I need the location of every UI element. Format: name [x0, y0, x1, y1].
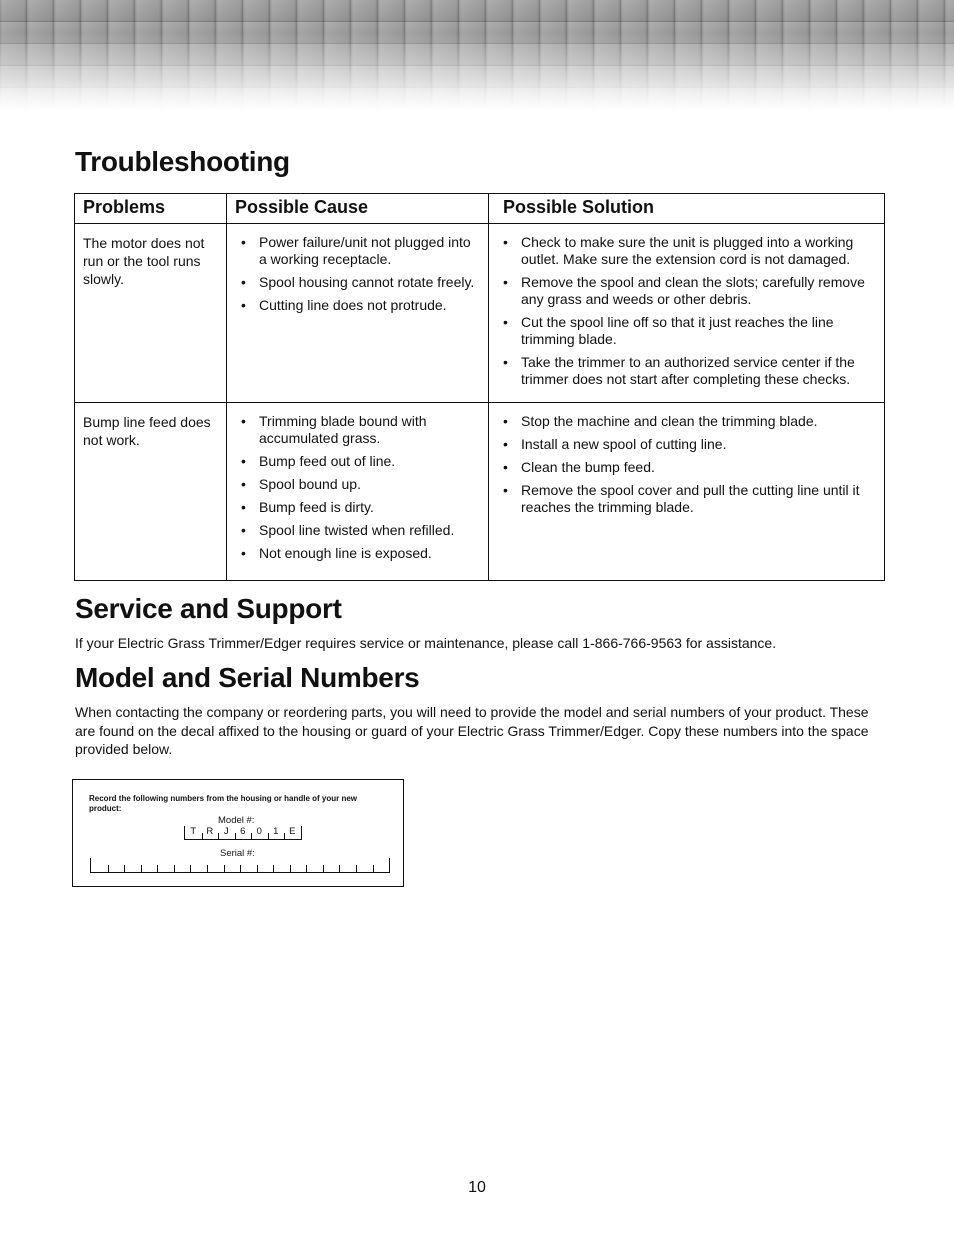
model-number-label: Model #: — [218, 815, 255, 826]
serial-slot — [290, 858, 307, 872]
model-char: 6 — [235, 826, 252, 839]
serial-slot — [174, 858, 191, 872]
model-char: 0 — [251, 826, 268, 839]
problem-cell: Bump line feed does not work. — [75, 403, 227, 581]
serial-slot — [373, 858, 390, 872]
serial-slot — [224, 858, 241, 872]
serial-slot — [339, 858, 356, 872]
solution-list — [497, 413, 876, 516]
serial-number-label: Serial #: — [220, 848, 255, 859]
header-possible-cause: Possible Cause — [227, 194, 489, 224]
list-item: • Cutting line does not protrude. — [235, 297, 480, 314]
troubleshooting-table — [74, 193, 885, 581]
serial-slot — [124, 858, 141, 872]
list-item: • Stop the machine and clean the trimming blade. — [497, 413, 876, 430]
model-serial-title: Model and Serial Numbers — [75, 662, 420, 693]
model-char: R — [202, 826, 219, 839]
model-char: 1 — [268, 826, 285, 839]
model-char: T — [190, 826, 197, 837]
serial-slot — [240, 858, 257, 872]
serial-slot — [207, 858, 224, 872]
serial-slot — [356, 858, 373, 872]
serial-slot — [141, 858, 158, 872]
cause-cell — [227, 224, 489, 403]
serial-slot — [273, 858, 290, 872]
table-header-row — [75, 194, 885, 224]
table-row — [75, 224, 885, 403]
list-item: • Spool housing cannot rotate freely. — [235, 274, 480, 291]
record-numbers-box — [72, 779, 404, 887]
header-banner — [0, 0, 954, 110]
serial-slot — [323, 858, 340, 872]
list-item: • Take the trimmer to an authorized service center if the trimmer does not start after completing these checks. — [497, 354, 876, 388]
list-item: • Remove the spool and clean the slots; carefully remove any grass and weeds or other debris. — [497, 274, 876, 308]
list-item: • Cut the spool line off so that it just reaches the line trimming blade. — [497, 314, 876, 348]
serial-slot — [257, 858, 274, 872]
list-item: • Clean the bump feed. — [497, 459, 876, 476]
model-number-field[interactable] — [184, 826, 302, 840]
list-item: • Power failure/unit not plugged into a working receptacle. — [235, 234, 480, 268]
problem-cell: The motor does not run or the tool runs slowly. — [75, 224, 227, 403]
troubleshooting-title: Troubleshooting — [75, 146, 290, 177]
serial-number-field[interactable] — [90, 858, 390, 873]
list-item: • Spool bound up. — [235, 476, 480, 493]
list-item: • Bump feed is dirty. — [235, 499, 480, 516]
table-row — [75, 403, 885, 581]
list-item: • Check to make sure the unit is plugged into a working outlet. Make sure the extension cord is not damaged. — [497, 234, 876, 268]
serial-slot — [91, 858, 108, 872]
record-instruction: Record the following numbers from the housing or handle of your new product: — [89, 794, 358, 813]
serial-slot — [157, 858, 174, 872]
list-item: • Spool line twisted when refilled. — [235, 522, 480, 539]
header-problems: Problems — [75, 194, 227, 224]
solution-cell — [489, 403, 885, 581]
model-char: J — [218, 826, 235, 839]
service-title: Service and Support — [75, 593, 342, 624]
serial-slot — [306, 858, 323, 872]
serial-slot — [190, 858, 207, 872]
cause-cell — [227, 403, 489, 581]
page-number: 10 — [468, 1179, 486, 1196]
serial-slot — [108, 858, 125, 872]
header-possible-solution: Possible Solution — [489, 194, 885, 224]
list-item: • Remove the spool cover and pull the cutting line until it reaches the trimming blade. — [497, 482, 876, 516]
list-item: • Not enough line is exposed. — [235, 545, 480, 562]
model-char: E — [284, 826, 301, 839]
list-item: • Bump feed out of line. — [235, 453, 480, 470]
list-item: • Install a new spool of cutting line. — [497, 436, 876, 453]
cause-list — [235, 413, 480, 562]
cause-list — [235, 234, 480, 314]
list-item: • Trimming blade bound with accumulated grass. — [235, 413, 480, 447]
solution-cell — [489, 224, 885, 403]
service-text: If your Electric Grass Trimmer/Edger requires service or maintenance, please call 1-866-766-9563 for assistance. — [75, 635, 777, 651]
model-serial-text: When contacting the company or reordering parts, you will need to provide the model and serial numbers of your product. These are found on the decal affixed to the housing or guard of your Electric Grass Trimmer/Edger. Copy these numbers into the space provided below. — [75, 704, 869, 757]
solution-list — [497, 234, 876, 388]
